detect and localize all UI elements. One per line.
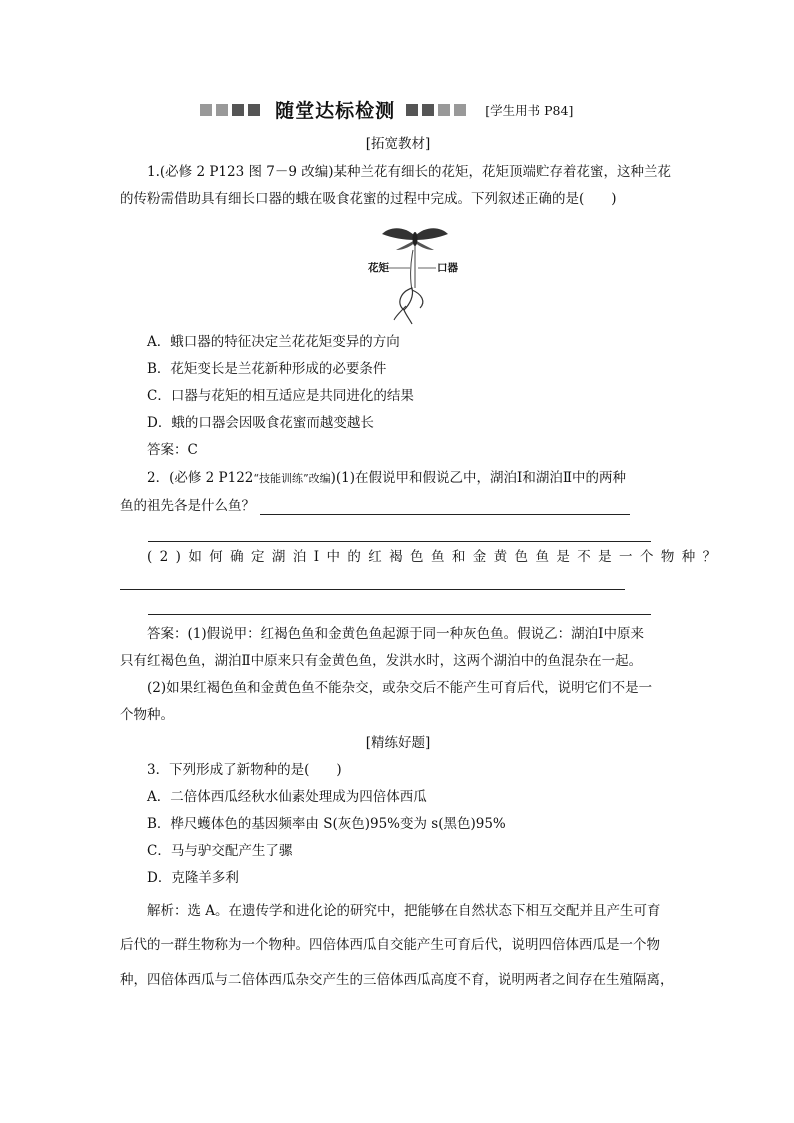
figure-label-mouthparts: 口器 (437, 262, 458, 274)
decor-square (454, 104, 466, 116)
answer-blank (260, 514, 630, 515)
q3-explanation-line2: 后代的一群生物称为一个物种。四倍体西瓜自交能产生可育后代，说明四倍体西瓜是一个物 (120, 937, 660, 953)
q3-option-a: A．二倍体西瓜经秋水仙素处理成为四倍体西瓜 (147, 789, 427, 805)
student-book-ref: [学生用书 P84] (485, 102, 574, 118)
q2-answer-line2: 只有红褐色鱼，湖泊Ⅱ中原来只有金黄色鱼，发洪水时，这两个湖泊中的鱼混杂在一起。 (120, 653, 643, 669)
decor-square (422, 104, 434, 116)
q3-option-d: D．克隆羊多利 (147, 870, 239, 886)
decor-square (216, 104, 228, 116)
section-title: 随堂达标检测 (275, 100, 396, 122)
q1-option-b: B．花矩变长是兰花新种形成的必要条件 (147, 361, 387, 377)
q3-explanation-line1: 解析：选 A。在遗传学和进化论的研究中，把能够在自然状态下相互交配并且产生可育 (147, 903, 661, 919)
decor-square (438, 104, 450, 116)
q2-answer-line1: 答案：(1)假说甲：红褐色鱼和金黄色鱼起源于同一种灰色鱼。假说乙：湖泊Ⅰ中原来 (147, 626, 644, 642)
decor-square (248, 104, 260, 116)
decor-square (406, 104, 418, 116)
q2-part2: (2)如何确定湖泊Ⅰ中的红褐色鱼和金黄色鱼是不是一个物种？ (147, 549, 724, 565)
q2-answer-line4: 个物种。 (120, 707, 174, 723)
q3-option-b: B．桦尺蠖体色的基因频率由 S(灰色)95%变为 s(黑色)95% (147, 816, 506, 832)
q3-explanation-line3: 种，四倍体西瓜与二倍体西瓜杂交产生的三倍体西瓜高度不育，说明两者之间存在生殖隔离， (120, 972, 674, 988)
figure-label-spur: 花矩 (368, 262, 389, 274)
q3-option-c: C．马与驴交配产生了骡 (147, 843, 293, 859)
subsection-heading: [精练好题] (365, 735, 431, 751)
decor-square (200, 104, 212, 116)
q1-stem-line2: 的传粉需借助具有细长口器的蛾在吸食花蜜的过程中完成。下列叙述正确的是( ) (120, 191, 617, 207)
q1-option-d: D．蛾的口器会因吸食花蜜而越变越长 (147, 415, 374, 431)
q3-stem: 3．下列形成了新物种的是( ) (147, 762, 342, 778)
q2-stem-line1: 2．(必修 2 P122“技能训练”改编)(1)在假说甲和假说乙中，湖泊Ⅰ和湖泊Ⅱ中的两种 (147, 470, 627, 486)
moth-flower-figure (360, 220, 470, 325)
q1-answer: 答案：C (147, 442, 198, 458)
decor-square (232, 104, 244, 116)
q1-stem-line1: 1.(必修 2 P123 图 7－9 改编)某种兰花有细长的花矩，花矩顶端贮存着花蜜，这种兰花 (147, 164, 671, 180)
answer-blank (148, 541, 651, 542)
answer-blank (148, 614, 651, 615)
q1-option-a: A．蛾口器的特征决定兰花花矩变异的方向 (147, 334, 400, 350)
answer-blank (120, 589, 625, 590)
subsection-heading: [拓宽教材] (365, 136, 431, 152)
section-header (200, 96, 680, 126)
q1-option-c: C．口器与花矩的相互适应是共同进化的结果 (147, 388, 414, 404)
q2-answer-line3: (2)如果红褐色鱼和金黄色鱼不能杂交，或杂交后不能产生可育后代，说明它们不是一 (147, 680, 653, 696)
q2-stem-line2: 鱼的祖先各是什么鱼？ (120, 498, 255, 514)
